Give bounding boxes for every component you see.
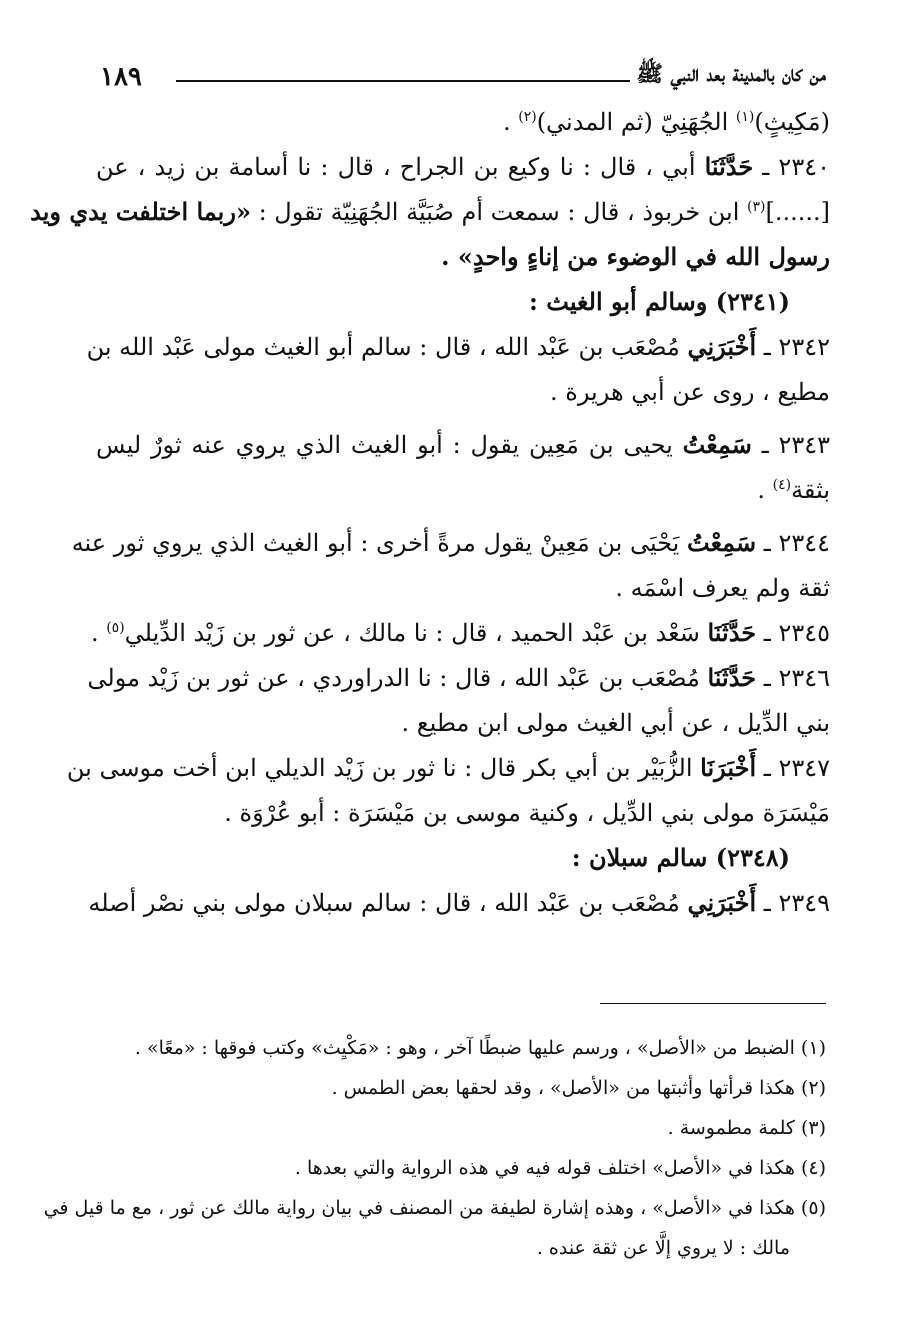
footnote-5-continued: مالك : لا يروي إلَّا عن ثقة عنده . xyxy=(536,1237,790,1259)
section-heading-2341: (٢٣٤١) وسالم أبو الغيث : xyxy=(529,287,790,316)
entry-2346: ٢٣٤٦ ـ حَدَّثَنَا مُصْعَب بن عَبْد الله ، قال : نا الدراوردي ، عن ثور بن زَيْد مولى xyxy=(87,663,830,692)
footnote-ref: (٤) xyxy=(772,477,792,493)
footnote-separator xyxy=(600,1003,826,1004)
text-line: ثقة ولم يعرف اسْمَه . xyxy=(615,574,830,602)
footnote-2: (٢) هكذا قرأتها وأثبتها من «الأصل» ، وقد لحقها بعض الطمس . xyxy=(331,1077,826,1099)
header-rule xyxy=(176,80,630,82)
text-line: بني الدِّيل ، عن أبي الغيث مولى ابن مطيع . xyxy=(401,709,830,737)
footnote-ref: (٢) xyxy=(518,109,537,125)
narration-verb: حَدَّثَنَا xyxy=(707,663,757,692)
entry-2343: ٢٣٤٣ ـ سَمِعْتُ يحيى بن مَعِين يقول : أبو الغيث الذي يروي عنه ثورٌ ليس xyxy=(96,430,831,459)
text-line: مَيْسَرَة مولى بني الدِّيل ، وكنية موسى بن مَيْسَرَة : أبو عُرْوَة . xyxy=(224,799,830,827)
footnote-5: (٥) هكذا في «الأصل» ، وهذه إشارة لطيفة من المصنف في بيان رواية مالك عن ثور ، مع ما قيل في xyxy=(43,1197,826,1219)
narration-verb: أَخْبَرَنِي xyxy=(687,888,757,917)
footnote-ref: (١) xyxy=(735,109,755,125)
hadith-text: رسول الله في الوضوء من إناءٍ واحدٍ» . xyxy=(441,242,830,271)
narration-verb: أَخْبَرَنِي xyxy=(687,332,757,361)
main-text xyxy=(30,100,831,926)
narration-verb: سَمِعْتُ xyxy=(687,528,757,557)
footnotes xyxy=(43,1028,826,1268)
hadith-text: «ربما اختلفت يدي ويد xyxy=(30,197,251,226)
entry-2345: ٢٣٤٥ ـ حَدَّثَنَا سَعْد بن عَبْد الحميد ، قال : نا مالك ، عن ثور بن زَيْد الدِّيلي$^{(٥)}$ . xyxy=(90,618,830,647)
entry-2349: ٢٣٤٩ ـ أَخْبَرَنِي مُصْعَب بن عَبْد الله ، قال : سالم سبلان مولى بني نصْر أصله xyxy=(88,888,830,917)
footnote-3: (٣) كلمة مطموسة . xyxy=(667,1117,826,1139)
text-line: مطيع ، روى عن أبي هريرة . xyxy=(549,378,830,406)
entry-2344: ٢٣٤٤ ـ سَمِعْتُ يَحْيَى بن مَعِينْ يقول مرةً أخرى : أبو الغيث الذي يروي ثور عنه xyxy=(71,528,830,557)
text-line: [......]$^{(٣)}$ ابن خربوذ ، قال : سمعت أم صُبَيَّة الجُهَنِيّة تقول : «ربما اختلفت يدي ويد xyxy=(30,197,830,226)
text-line: بثقة$^{(٤)}$ . xyxy=(757,476,830,504)
section-heading-2348: (٢٣٤٨) سالم سبلان : xyxy=(571,843,790,872)
narration-verb: أَخْبَرَنَا xyxy=(700,753,757,782)
entry-2347: ٢٣٤٧ ـ أَخْبَرَنَا الزُّبَيْر بن أبي بكر قال : نا ثور بن زَيْد الديلي ابن أخت موسى بن xyxy=(66,753,830,782)
text-line xyxy=(96,235,830,280)
text-line: (مَكِيثٍ)$^{(١)}$ الجُهَنِيّ (ثم المدني)$^{(٢)}$ . xyxy=(502,108,830,136)
page-number: ١٨٩ xyxy=(100,62,142,92)
entry-2342: ٢٣٤٢ ـ أَخْبَرَنِي مُصْعَب بن عَبْد الله ، قال : سالم أبو الغيث مولى عَبْد الله بن xyxy=(86,332,830,361)
narration-verb: حَدَّثَنَا xyxy=(704,152,754,181)
footnote-ref: (٣) xyxy=(747,199,766,215)
narration-verb: حَدَّثَنَا xyxy=(707,618,757,647)
footnote-1: (١) الضبط من «الأصل» ، ورسم عليها ضبطًا آخر ، وهو : «مَكْيِث» وكتب فوقها : «معًا» . xyxy=(134,1037,826,1059)
footnote-ref: (٥) xyxy=(106,620,125,636)
entry-2340: ٢٣٤٠ ـ حَدَّثَنَا أبي ، قال : نا وكيع بن الجراح ، قال : نا أسامة بن زيد ، عن xyxy=(96,152,830,181)
running-title: من كان بالمدينة بعد النبي ﷺ xyxy=(636,61,826,87)
running-header xyxy=(100,52,826,92)
footnote-4: (٤) هكذا في «الأصل» اختلف قوله فيه في هذه الرواية والتي بعدها . xyxy=(294,1157,826,1179)
narration-verb: سَمِعْتُ xyxy=(682,430,752,459)
